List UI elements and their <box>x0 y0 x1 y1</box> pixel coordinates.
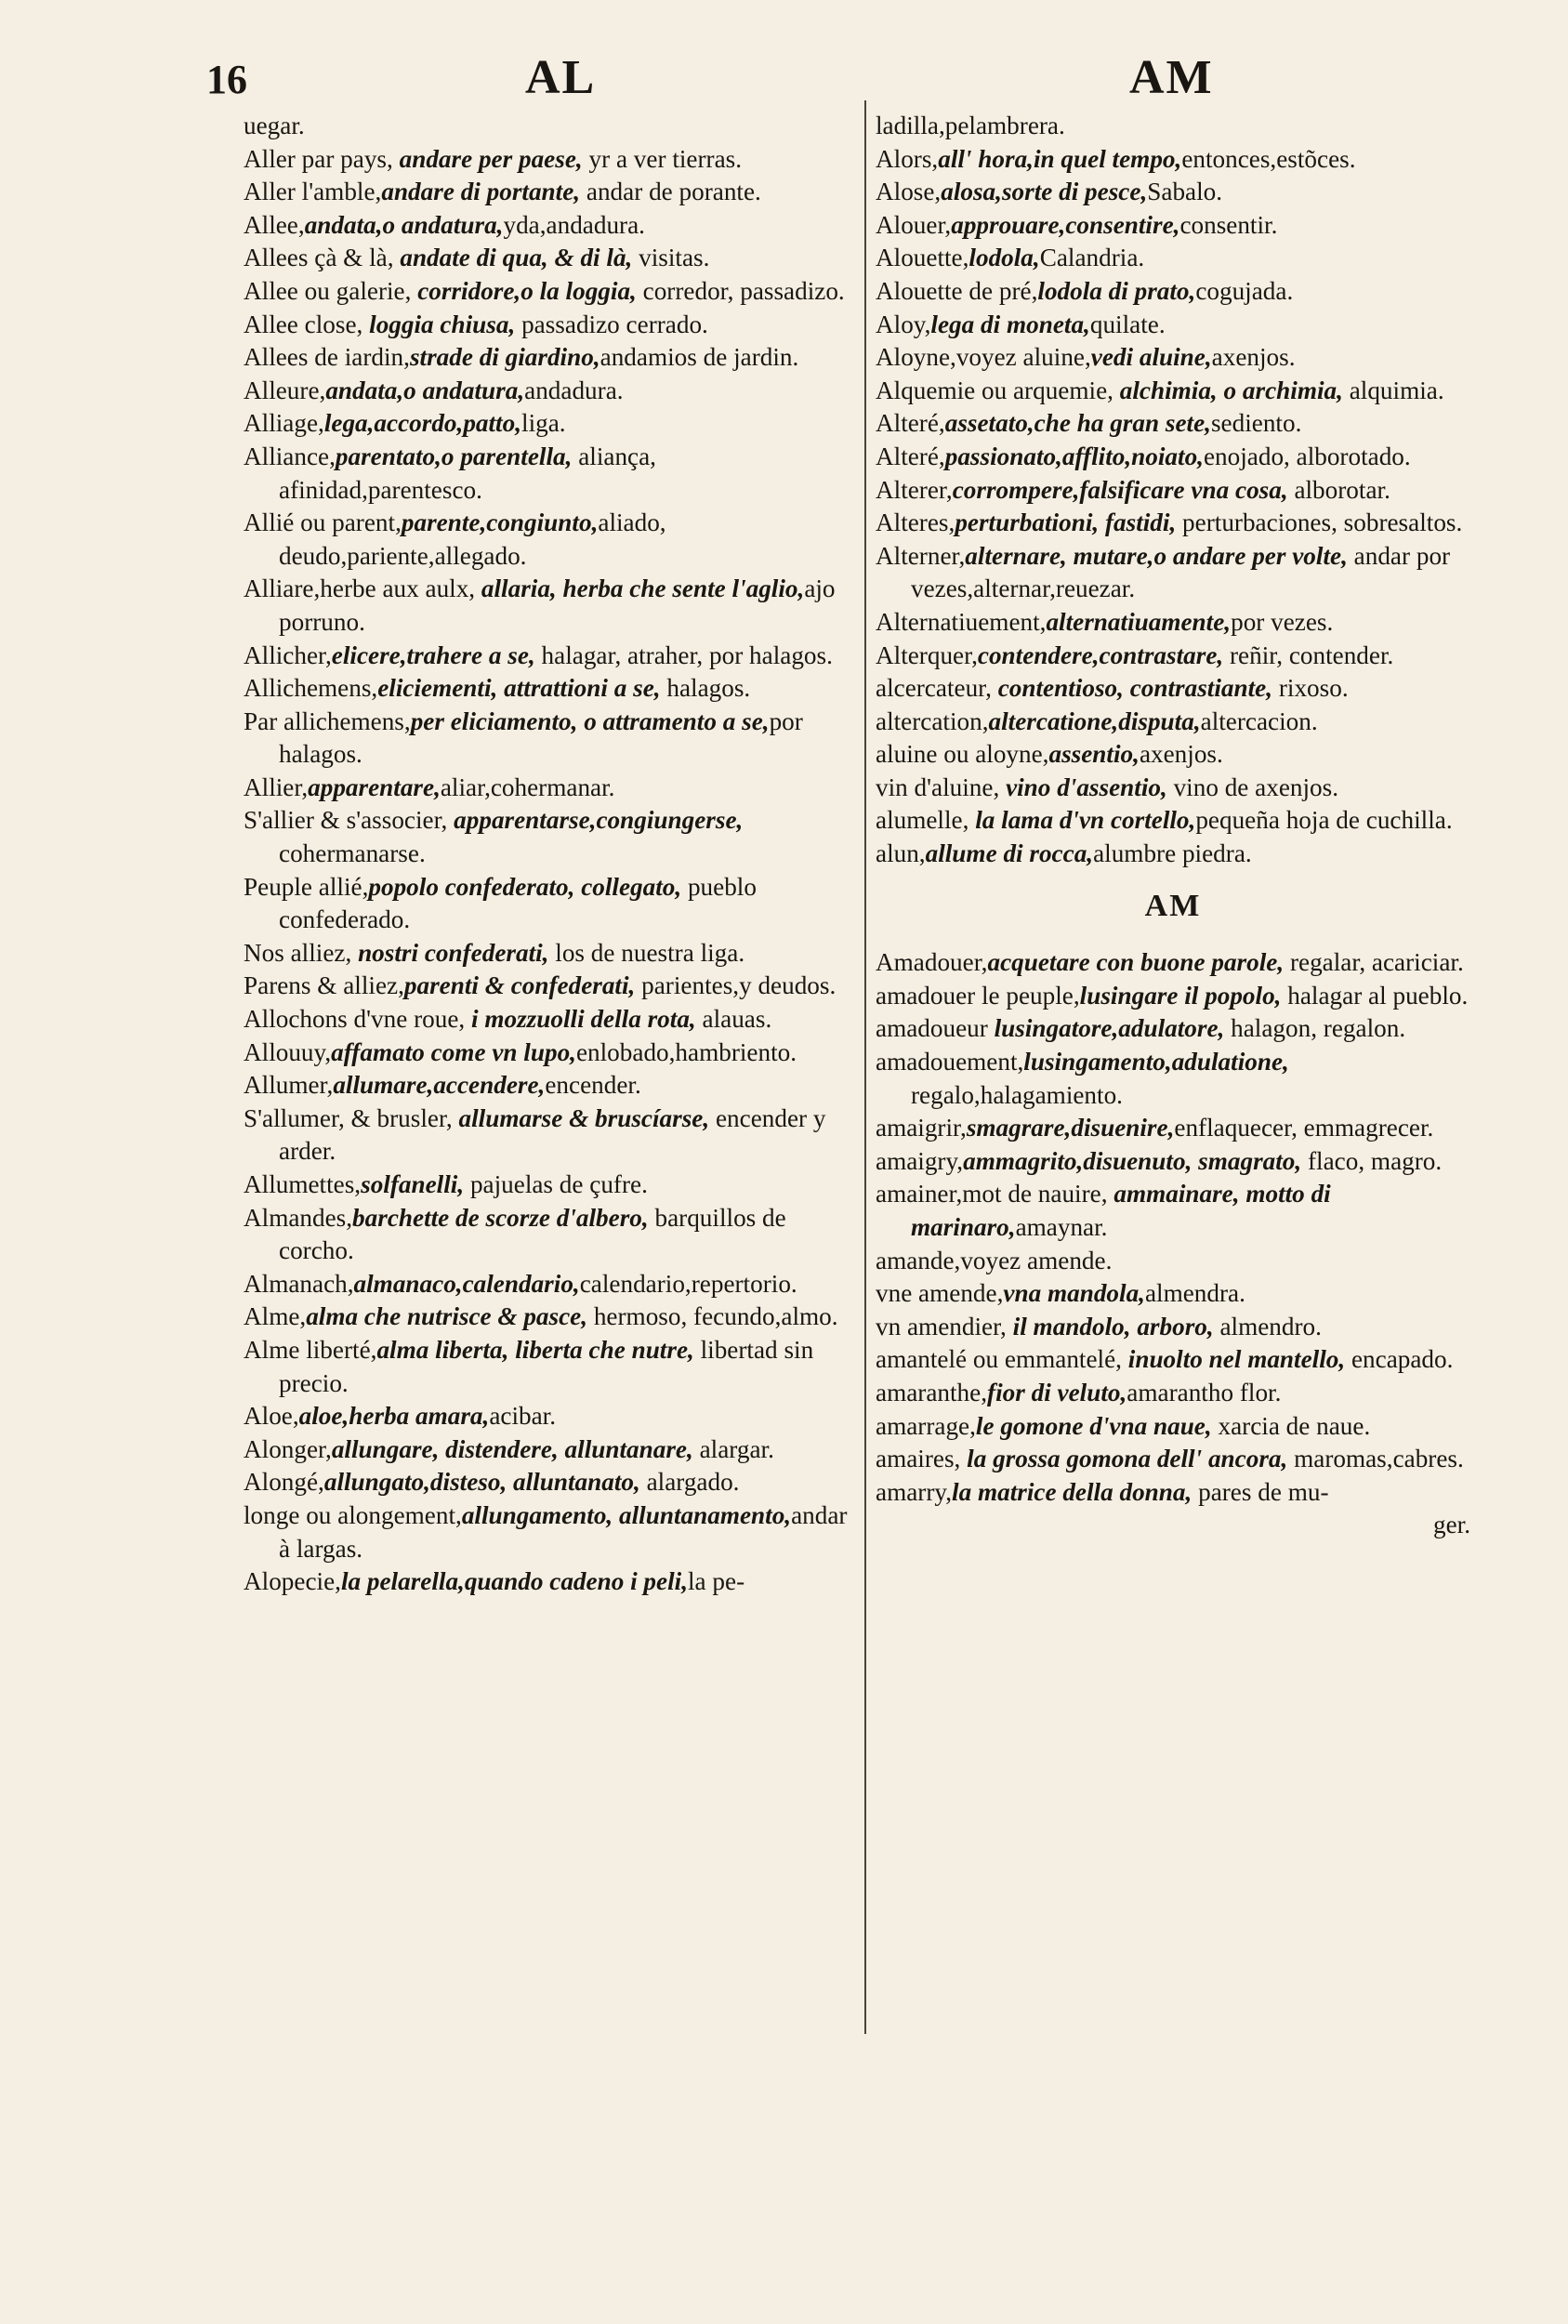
italian-gloss: alternatiuamente, <box>1046 607 1232 636</box>
italian-gloss: allaria, herba che sente l'aglio, <box>475 574 805 603</box>
spanish-gloss: los de nuestra liga. <box>548 938 745 967</box>
right-column <box>876 110 1470 1542</box>
italian-gloss: andare di portante, <box>381 178 581 206</box>
dictionary-entry <box>244 209 852 243</box>
spanish-gloss: Calandria. <box>1039 244 1145 272</box>
dictionary-entry <box>876 110 1470 143</box>
italian-gloss: elicere,trahere a se, <box>331 640 535 669</box>
dictionary-entry <box>876 838 1470 871</box>
dictionary-entry <box>244 1400 852 1433</box>
french-headword: aluine ou aloyne, <box>876 740 1049 769</box>
french-headword: Alose, <box>876 178 942 206</box>
spanish-gloss: halagar al pueblo. <box>1281 981 1469 1010</box>
french-headword: Alongé, <box>244 1468 324 1497</box>
dictionary-entry <box>244 1466 852 1499</box>
spanish-gloss: ajo porruno. <box>279 574 836 636</box>
dictionary-entry <box>244 407 852 441</box>
spanish-gloss: maromas,cabres. <box>1287 1445 1464 1473</box>
italian-gloss: alma liberta, liberta che nutre, <box>376 1335 694 1364</box>
dictionary-entry <box>876 407 1470 441</box>
spanish-gloss: vino de axenjos. <box>1166 772 1339 801</box>
french-headword: Allier, <box>244 772 309 801</box>
dictionary-entry <box>244 672 852 706</box>
french-headword: Allee, <box>244 210 305 239</box>
spanish-gloss: andadura. <box>524 376 624 404</box>
italian-gloss: le gomone d'vna naue, <box>975 1411 1212 1440</box>
spanish-gloss: por halagos. <box>279 706 803 769</box>
dictionary-entry <box>876 672 1470 706</box>
spanish-gloss: enlobado,hambriento. <box>575 1037 797 1066</box>
italian-gloss: popolo confederato, collegato, <box>368 872 682 901</box>
dictionary-entry <box>876 1245 1470 1278</box>
italian-gloss: andare per paese, <box>392 144 583 173</box>
french-headword: ladilla,pelambrera. <box>876 112 1065 139</box>
french-headword: amarry, <box>876 1477 953 1506</box>
dictionary-entry <box>876 706 1470 739</box>
italian-gloss: fior di veluto, <box>987 1378 1127 1406</box>
french-headword: uegar. <box>244 112 305 139</box>
italian-gloss: passionato,afflito,noiato, <box>944 442 1204 470</box>
italian-gloss: allungamento, alluntanamento, <box>461 1500 792 1529</box>
french-headword: amainer,mot de nauire, <box>876 1180 1108 1208</box>
spanish-gloss: axenjos. <box>1139 740 1223 769</box>
spanish-gloss: regalo,halagamiento. <box>911 1080 1123 1109</box>
spanish-gloss: alauas. <box>695 1005 772 1034</box>
dictionary-entry <box>876 1112 1470 1145</box>
italian-gloss: nostri confederati, <box>351 938 549 967</box>
dictionary-entry <box>876 1145 1470 1179</box>
italian-gloss: inuolto nel mantello, <box>1121 1345 1346 1374</box>
dictionary-entry <box>244 1103 852 1169</box>
italian-gloss: strade di giardino, <box>409 343 600 372</box>
dictionary-entry <box>244 804 852 870</box>
french-headword: longe ou alongement, <box>244 1500 462 1529</box>
italian-gloss: parente,congiunto, <box>401 508 599 537</box>
spanish-gloss: reñir, contender. <box>1223 640 1394 669</box>
spanish-gloss: aliado, deudo,pariente,allegado. <box>279 508 666 570</box>
spanish-gloss: encender. <box>545 1071 641 1100</box>
dictionary-entry <box>244 1202 852 1268</box>
spanish-gloss: amaynar. <box>1015 1213 1108 1241</box>
french-headword: amadouement, <box>876 1048 1024 1076</box>
spanish-gloss: la pe- <box>688 1567 745 1596</box>
french-headword: Alleure, <box>244 376 326 404</box>
french-headword: Allees de iardin, <box>244 343 410 372</box>
spanish-gloss: aliar,cohermanar. <box>440 772 615 801</box>
spanish-gloss: halagar, atraher, por halagos. <box>534 640 833 669</box>
french-headword: alcercateur, <box>876 674 992 703</box>
french-headword: Alteré, <box>876 409 945 438</box>
french-headword: Par allichemens, <box>244 706 411 735</box>
dictionary-entry <box>244 507 852 573</box>
dictionary-entry <box>876 980 1470 1013</box>
french-headword: Peuple allié, <box>244 872 369 901</box>
french-headword: Alors, <box>876 144 939 173</box>
french-headword: alumelle, <box>876 806 969 835</box>
italian-gloss: alchimia, o archimia, <box>1113 376 1343 404</box>
spanish-gloss: alquimia. <box>1342 376 1444 404</box>
dictionary-entry <box>876 1012 1470 1046</box>
dictionary-entry <box>876 1046 1470 1112</box>
dictionary-entry <box>244 176 852 209</box>
french-headword: amadoueur <box>876 1014 988 1043</box>
french-headword: vne amende, <box>876 1279 1004 1308</box>
dictionary-entry <box>876 176 1470 209</box>
spanish-gloss: encender y arder. <box>279 1103 826 1166</box>
french-headword: amande,voyez amende. <box>876 1246 1113 1274</box>
dictionary-entry <box>876 474 1470 508</box>
dictionary-entry <box>244 1301 852 1334</box>
french-headword: Allee close, <box>244 310 363 338</box>
italian-gloss: vino d'assentio, <box>999 772 1167 801</box>
dictionary-entry <box>244 1334 852 1400</box>
dictionary-entry <box>876 1410 1470 1444</box>
spanish-gloss: alargado. <box>639 1468 740 1497</box>
french-headword: Allichemens, <box>244 674 378 703</box>
spanish-gloss: alborotar. <box>1287 475 1390 504</box>
guide-word-left: AL <box>525 51 597 104</box>
spanish-gloss: halagos. <box>660 674 751 703</box>
dictionary-entry <box>244 871 852 937</box>
dictionary-entry <box>876 375 1470 408</box>
dictionary-entry <box>244 275 852 309</box>
spanish-gloss: enflaquecer, emmagrecer. <box>1174 1114 1434 1142</box>
spanish-gloss: almendra. <box>1144 1279 1245 1308</box>
italian-gloss: assetato,che ha gran sete, <box>944 409 1211 438</box>
italian-gloss: perturbationi, fastidi, <box>955 508 1177 537</box>
french-headword: Allumer, <box>244 1071 334 1100</box>
french-headword: Allouuy, <box>244 1037 332 1066</box>
dictionary-entry <box>876 1476 1470 1510</box>
spanish-gloss: visitas. <box>632 244 710 272</box>
dictionary-entry <box>244 706 852 772</box>
italian-gloss: contentioso, contrastiante, <box>991 674 1273 703</box>
french-headword: amarrage, <box>876 1411 976 1440</box>
spanish-gloss: quilate. <box>1089 310 1166 338</box>
italian-gloss: barchette de scorze d'albero, <box>352 1203 649 1232</box>
italian-gloss: andata,o andatura, <box>304 210 504 239</box>
dictionary-entry <box>244 341 852 375</box>
dictionary-entry <box>876 1443 1470 1476</box>
dictionary-entry <box>876 606 1470 640</box>
french-headword: Alquemie ou arquemie, <box>876 376 1113 404</box>
italian-gloss: la pelarella,quando cadeno i peli, <box>340 1567 688 1596</box>
italian-gloss: la matrice della donna, <box>952 1477 1192 1506</box>
spanish-gloss: calendario,repertorio. <box>579 1269 797 1298</box>
right-entries-am <box>876 946 1470 1509</box>
spanish-gloss: Sabalo. <box>1147 178 1223 206</box>
french-headword: amaigry, <box>876 1146 964 1175</box>
dictionary-entry <box>244 1565 852 1599</box>
italian-gloss: allungato,disteso, alluntanato, <box>323 1468 640 1497</box>
spanish-gloss: andamios de jardin. <box>600 343 799 372</box>
french-headword: S'allier & s'associer, <box>244 806 448 835</box>
spanish-gloss: enojado, alborotado. <box>1203 442 1411 470</box>
dictionary-entry <box>876 1311 1470 1344</box>
italian-gloss: allumare,accendere, <box>333 1071 546 1100</box>
italian-gloss: parenti & confederati, <box>403 971 636 1000</box>
french-headword: Aloyne,voyez aluine, <box>876 343 1091 372</box>
italian-gloss: la lama d'vn cortello, <box>968 806 1196 835</box>
french-headword: alun, <box>876 839 926 868</box>
dictionary-entry <box>244 1268 852 1301</box>
dictionary-entry <box>244 375 852 408</box>
italian-gloss: il mandolo, arboro, <box>1006 1312 1214 1340</box>
italian-gloss: alternare, mutare,o andare per volte, <box>965 541 1348 570</box>
dictionary-entry <box>876 1277 1470 1311</box>
french-headword: Alouer, <box>876 210 952 239</box>
dictionary-entry <box>244 441 852 507</box>
right-entries-al <box>876 110 1470 871</box>
french-headword: Allié ou parent, <box>244 508 402 537</box>
italian-gloss: apparentare, <box>308 772 441 801</box>
dictionary-entry <box>244 1499 852 1565</box>
dictionary-entry <box>244 970 852 1003</box>
french-headword: amantelé ou emmantelé, <box>876 1345 1122 1374</box>
french-headword: amaranthe, <box>876 1378 988 1406</box>
dictionary-entry <box>876 1343 1470 1377</box>
dictionary-entry <box>244 309 852 342</box>
dictionary-entry <box>244 242 852 275</box>
spanish-gloss: corredor, passadizo. <box>636 276 845 305</box>
french-headword: Aloe, <box>244 1402 299 1431</box>
italian-gloss: lega di moneta, <box>930 310 1090 338</box>
dictionary-entry <box>244 1169 852 1202</box>
spanish-gloss: cohermanarse. <box>279 839 426 868</box>
page-number: 16 <box>206 57 247 102</box>
dictionary-entry <box>876 1178 1470 1244</box>
italian-gloss: assentio, <box>1048 740 1140 769</box>
french-headword: S'allumer, & brusler, <box>244 1103 453 1132</box>
french-headword: Alliance, <box>244 442 336 470</box>
spanish-gloss: parientes,y deudos. <box>635 971 837 1000</box>
spanish-gloss: acibar. <box>489 1402 557 1431</box>
french-headword: Alliare,herbe aux aulx, <box>244 574 476 603</box>
guide-word-right: AM <box>1129 51 1214 104</box>
dictionary-entry <box>244 1433 852 1467</box>
dictionary-entry <box>876 441 1470 474</box>
italian-gloss: lusingamento,adulatione, <box>1023 1048 1289 1076</box>
spanish-gloss: passadizo cerrado. <box>515 310 708 338</box>
italian-gloss: smagrare,disuenire, <box>966 1114 1175 1142</box>
italian-gloss: lusingatore,adulatore, <box>987 1014 1225 1043</box>
dictionary-entry <box>244 937 852 971</box>
italian-gloss: allungare, distendere, alluntanare, <box>331 1434 693 1463</box>
spanish-gloss: andar de porante. <box>580 178 761 206</box>
italian-gloss: alosa,sorte di pesce, <box>941 178 1148 206</box>
french-headword: amadouer le peuple, <box>876 981 1080 1010</box>
spanish-gloss: regalar, acariciar. <box>1284 948 1464 977</box>
french-headword: Amadouer, <box>876 948 988 977</box>
spanish-gloss: yr a ver tierras. <box>582 144 743 173</box>
spanish-gloss: por vezes. <box>1231 607 1334 636</box>
italian-gloss: all' hora,in quel tempo, <box>938 144 1182 173</box>
italian-gloss: alma che nutrisce & pasce, <box>306 1302 588 1331</box>
italian-gloss: ammagrito,disuenuto, smagrato, <box>963 1146 1302 1175</box>
french-headword: Alouette de pré, <box>876 276 1038 305</box>
french-headword: Alouette, <box>876 244 969 272</box>
spanish-gloss: xarcia de naue. <box>1211 1411 1371 1440</box>
spanish-gloss: andar à largas. <box>279 1500 848 1563</box>
french-headword: Alme, <box>244 1302 307 1331</box>
italian-gloss: corrompere,falsificare vna cosa, <box>952 475 1288 504</box>
spanish-gloss: altercacion. <box>1200 706 1318 735</box>
italian-gloss: corridore,o la loggia, <box>411 276 637 305</box>
dictionary-entry <box>876 507 1470 540</box>
italian-gloss: solfanelli, <box>361 1170 465 1198</box>
french-headword: Nos alliez, <box>244 938 352 967</box>
spanish-gloss: halagon, regalon. <box>1224 1014 1406 1043</box>
french-headword: vn amendier, <box>876 1312 1007 1340</box>
french-headword: Allicher, <box>244 640 332 669</box>
spanish-gloss: aliança, afinidad,parentesco. <box>279 442 656 504</box>
dictionary-entry <box>876 540 1470 606</box>
dictionary-entry <box>876 738 1470 772</box>
spanish-gloss: libertad sin precio. <box>279 1335 814 1397</box>
dictionary-entry <box>876 640 1470 673</box>
dictionary-entry <box>876 804 1470 838</box>
column-rule <box>864 100 866 2034</box>
italian-gloss: lodola di prato, <box>1037 276 1196 305</box>
italian-gloss: eliciementi, attrattioni a se, <box>377 674 661 703</box>
italian-gloss: allumarse & bruscíarse, <box>452 1103 710 1132</box>
french-headword: Allee ou galerie, <box>244 276 412 305</box>
spanish-gloss: rixoso. <box>1272 674 1349 703</box>
french-headword: Almandes, <box>244 1203 353 1232</box>
spanish-gloss: pares de mu- <box>1192 1477 1329 1506</box>
spanish-gloss: andar por vezes,alternar,reuezar. <box>911 541 1451 603</box>
french-headword: altercation, <box>876 706 989 735</box>
dictionary-entry <box>876 143 1470 177</box>
french-headword: Allumettes, <box>244 1170 362 1198</box>
italian-gloss: i mozzuolli della rota, <box>465 1005 696 1034</box>
page-header <box>0 45 1568 110</box>
spanish-gloss: hermoso, fecundo,almo. <box>587 1302 838 1331</box>
italian-gloss: vna mandola, <box>1003 1279 1145 1308</box>
dictionary-entry <box>244 640 852 673</box>
dictionary-entry <box>244 110 852 143</box>
dictionary-entry <box>876 772 1470 805</box>
italian-gloss: andata,o andatura, <box>325 376 525 404</box>
french-headword: amaigrir, <box>876 1114 967 1142</box>
section-heading: AM <box>1144 888 1202 923</box>
spanish-gloss: consentir. <box>1179 210 1278 239</box>
french-headword: Alme liberté, <box>244 1335 377 1364</box>
spanish-gloss: almendro. <box>1213 1312 1322 1340</box>
dictionary-entry <box>876 275 1470 309</box>
spanish-gloss: pajuelas de çufre. <box>464 1170 648 1198</box>
dictionary-entry <box>876 209 1470 243</box>
italian-gloss: approuare,consentire, <box>951 210 1180 239</box>
italian-gloss: lodola, <box>968 244 1040 272</box>
spanish-gloss: entonces,estõces. <box>1181 144 1356 173</box>
italian-gloss: andate di qua, & di là, <box>393 244 633 272</box>
spanish-gloss: amarantho flor. <box>1127 1378 1282 1406</box>
italian-gloss: acquetare con buone parole, <box>987 948 1285 977</box>
french-headword: amaires, <box>876 1445 961 1473</box>
dictionary-entry <box>876 1377 1470 1410</box>
italian-gloss: loggia chiusa, <box>362 310 516 338</box>
spanish-gloss: perturbaciones, sobresaltos. <box>1176 508 1463 537</box>
left-column <box>244 110 852 1599</box>
dictionary-entry <box>244 573 852 639</box>
spanish-gloss: flaco, magro. <box>1301 1146 1443 1175</box>
french-headword: Alonger, <box>244 1434 332 1463</box>
spanish-gloss: yda,andadura. <box>503 210 645 239</box>
spanish-gloss: barquillos de corcho. <box>279 1203 786 1265</box>
french-headword: Alteres, <box>876 508 955 537</box>
italian-gloss: parentato,o parentella, <box>335 442 573 470</box>
french-headword: Alterner, <box>876 541 966 570</box>
french-headword: Aloy, <box>876 310 931 338</box>
french-headword: Parens & alliez, <box>244 971 404 1000</box>
italian-gloss: vedi aluine, <box>1090 343 1212 372</box>
dictionary-entry <box>876 309 1470 342</box>
spanish-gloss: encapado. <box>1345 1345 1454 1374</box>
italian-gloss: lusingare il popolo, <box>1079 981 1282 1010</box>
french-headword: Aller par pays, <box>244 144 393 173</box>
french-headword: Alliage, <box>244 409 324 438</box>
french-headword: Alterquer, <box>876 640 978 669</box>
italian-gloss: affamato come vn lupo, <box>331 1037 576 1066</box>
dictionary-entry <box>244 143 852 177</box>
spanish-gloss: cogujada. <box>1195 276 1294 305</box>
dictionary-entry <box>876 242 1470 275</box>
dictionary-entry <box>244 772 852 805</box>
french-headword: Allees çà & là, <box>244 244 394 272</box>
spanish-gloss: sediento. <box>1210 409 1302 438</box>
italian-gloss: aloe,herba amara, <box>298 1402 490 1431</box>
french-headword: Allochons d'vne roue, <box>244 1005 466 1034</box>
spanish-gloss: pequeña hoja de cuchilla. <box>1195 806 1453 835</box>
italian-gloss: la grossa gomona dell' ancora, <box>960 1445 1288 1473</box>
italian-gloss: contendere,contrastare, <box>977 640 1224 669</box>
french-headword: Alternatiuement, <box>876 607 1047 636</box>
french-headword: Alteré, <box>876 442 945 470</box>
italian-gloss: lega,accordo,patto, <box>323 409 522 438</box>
french-headword: Almanach, <box>244 1269 354 1298</box>
french-headword: vin d'aluine, <box>876 772 1000 801</box>
spanish-gloss: liga. <box>521 409 566 438</box>
italian-gloss: altercatione,disputa, <box>988 706 1201 735</box>
catchword: ger. <box>1432 1511 1470 1539</box>
french-headword: Alopecie, <box>244 1567 341 1596</box>
dictionary-entry <box>244 1003 852 1037</box>
french-headword: Aller l'amble, <box>244 178 382 206</box>
french-headword: Alterer, <box>876 475 953 504</box>
spanish-gloss: alargar. <box>692 1434 774 1463</box>
dictionary-entry <box>244 1037 852 1070</box>
italian-gloss: per eliciamento, o attramento a se, <box>410 706 770 735</box>
italian-gloss: apparentarse,congiungerse, <box>447 806 744 835</box>
dictionary-entry <box>244 1069 852 1103</box>
italian-gloss: ammainare, motto di marinaro, <box>911 1180 1331 1241</box>
dictionary-entry <box>876 946 1470 980</box>
spanish-gloss: alumbre piedra. <box>1093 839 1252 868</box>
dictionary-entry <box>876 341 1470 375</box>
spanish-gloss: axenjos. <box>1211 343 1296 372</box>
spanish-gloss: pueblo confederado. <box>279 872 757 934</box>
italian-gloss: allume di rocca, <box>925 839 1094 868</box>
italian-gloss: almanaco,calendario, <box>353 1269 580 1298</box>
